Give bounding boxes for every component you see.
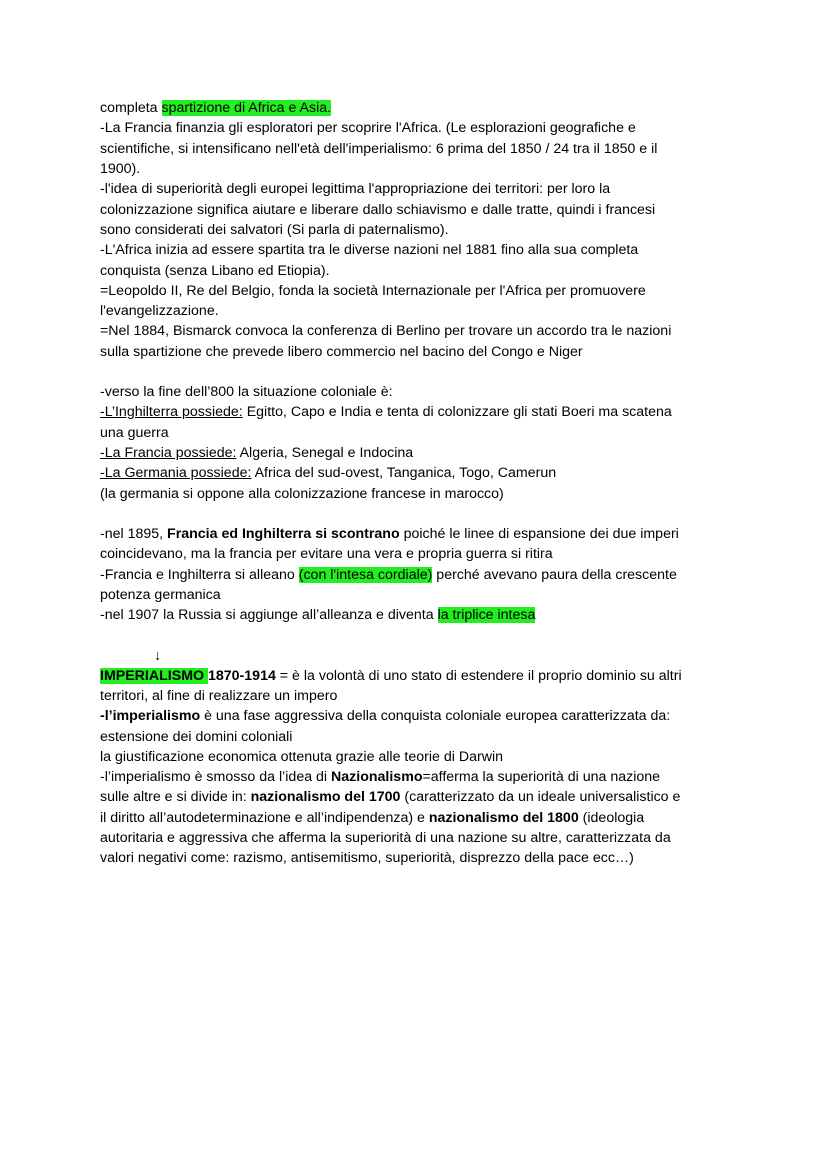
text-line: una guerra: [100, 425, 169, 441]
text-line: -L'Africa inizia ad essere spartita tra le diverse nazioni nel 1881 fino alla sua completa: [100, 242, 639, 258]
text-line: conquista (senza Libano ed Etiopia).: [100, 263, 330, 279]
text-line: -l’imperialismo è una fase aggressiva della conquista coloniale europea caratterizzata da:: [100, 708, 671, 724]
text-line: territori, al fine di realizzare un impero: [100, 688, 338, 704]
text-line: =Nel 1884, Bismarck convoca la conferenza di Berlino per trovare un accordo tra le nazioni: [100, 323, 672, 339]
highlighted-text: la triplice intesa: [437, 607, 536, 623]
text-line: -Francia e Inghilterra si alleano (con l'intesa cordiale) perché avevano paura della crescente: [100, 567, 677, 583]
text-line: il diritto all’autodeterminazione e all’indipendenza) e nazionalismo del 1800 (ideologia: [100, 810, 645, 826]
text-line: -verso la fine dell’800 la situazione coloniale è:: [100, 384, 393, 400]
underlined-label: -L’Inghilterra possiede:: [100, 404, 243, 420]
bold-text: nazionalismo del 1800: [428, 810, 579, 826]
text-line: sulla spartizione che prevede libero commercio nel bacino del Congo e Niger: [100, 344, 583, 360]
text-line: autoritaria e aggressiva che afferma la superiorità di una nazione su altre, caratterizzata da: [100, 830, 671, 846]
bold-text: nazionalismo del 1700: [250, 789, 401, 805]
text-line: -La Francia possiede: Algeria, Senegal e Indocina: [100, 445, 414, 461]
text-line: estensione dei domini coloniali: [100, 729, 293, 745]
text-line: valori negativi come: razismo, antisemitismo, superiorità, disprezzo della pace ecc…): [100, 850, 634, 866]
text-line: coincidevano, ma la francia per evitare una vera e propria guerra si ritira: [100, 546, 553, 562]
text-line: colonizzazione significa aiutare e liberare dallo schiavismo e dalle tratte, quindi i francesi: [100, 202, 656, 218]
highlighted-text: (con l'intesa cordiale): [298, 567, 433, 583]
text-line: potenza germanica: [100, 587, 221, 603]
text-line: completa spartizione di Africa e Asia.: [100, 100, 332, 116]
text-line: -l’imperialismo è smosso da l’idea di Nazionalismo=afferma la superiorità di una nazione: [100, 769, 661, 785]
text-line: -La Francia finanzia gli esploratori per scoprire l'Africa. (Le esplorazioni geografiche e: [100, 120, 636, 136]
bold-text: Francia ed Inghilterra si scontrano: [167, 526, 400, 542]
text-line: -l'idea di superiorità degli europei legittima l'appropriazione dei territori: per loro la: [100, 181, 611, 197]
down-arrow-icon: ↓: [154, 648, 162, 664]
bold-text: Nazionalismo: [331, 769, 423, 785]
text-line: sono considerati dei salvatori (Si parla di paternalismo).: [100, 222, 449, 238]
bold-text: 1870-1914: [208, 668, 276, 684]
bold-text: -l’imperialismo: [100, 708, 201, 724]
text-line: l'evangelizzazione.: [100, 303, 219, 319]
text-line: sulle altre e si divide in: nazionalismo del 1700 (caratterizzato da un ideale universalistico e: [100, 789, 681, 805]
text-line: -L’Inghilterra possiede: Egitto, Capo e India e tenta di colonizzare gli stati Boeri ma scatena: [100, 404, 672, 420]
text-line: -nel 1907 la Russia si aggiunge all’alleanza e diventa la triplice intesa: [100, 607, 536, 623]
highlighted-heading: IMPERIALISMO: [100, 668, 208, 684]
highlighted-text: spartizione di Africa e Asia.: [161, 100, 332, 116]
underlined-label: -La Germania possiede:: [100, 465, 252, 481]
underlined-label: -La Francia possiede:: [100, 445, 237, 461]
text-line: =Leopoldo II, Re del Belgio, fonda la società Internazionale per l'Africa per promuovere: [100, 283, 646, 299]
text-line: -nel 1895, Francia ed Inghilterra si scontrano poiché le linee di espansione dei due imperi: [100, 526, 679, 542]
text-line: -La Germania possiede: Africa del sud-ovest, Tanganica, Togo, Camerun: [100, 465, 557, 481]
text-line: IMPERIALISMO 1870-1914 = è la volontà di uno stato di estendere il proprio dominio su altri: [100, 668, 682, 684]
text-line: scientifiche, si intensificano nell'età dell'imperialismo: 6 prima del 1850 / 24 tra il 1850 e il: [100, 141, 658, 157]
text-line: la giustificazione economica ottenuta grazie alle teorie di Darwin: [100, 749, 503, 765]
text-line: (la germania si oppone alla colonizzazione francese in marocco): [100, 486, 504, 502]
text-line: 1900).: [100, 161, 141, 177]
